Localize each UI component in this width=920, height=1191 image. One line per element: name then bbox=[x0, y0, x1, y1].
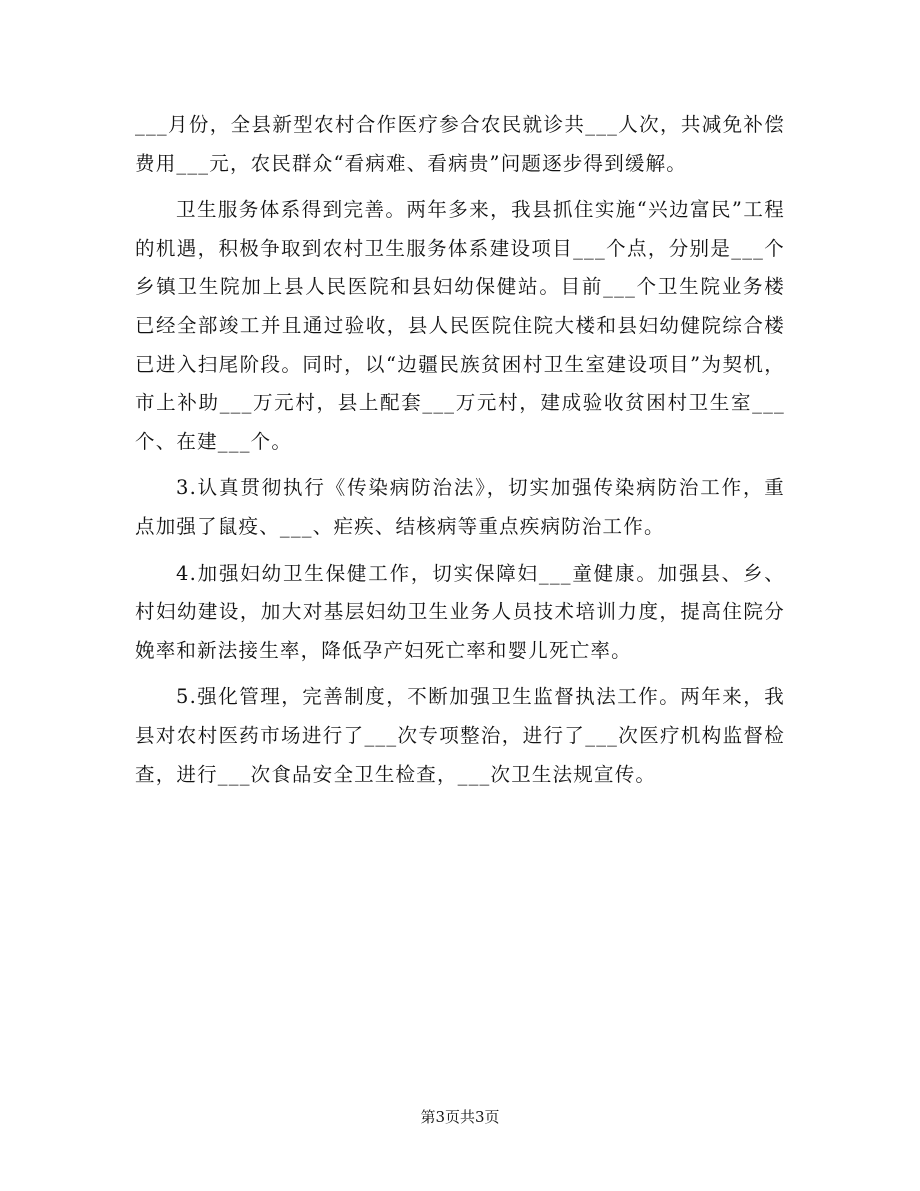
paragraph-3: 3.认真贯彻执行《传染病防治法》，切实加强传染病防治工作，重点加强了鼠疫、___、疟疾、结核病等重点疾病防治工作。 bbox=[135, 476, 785, 538]
document-body bbox=[135, 106, 785, 802]
paragraph-1: ___月份，全县新型农村合作医疗参合农民就诊共___人次，共减免补偿费用___元，农民群众“看病难、看病贵”问题逐步得到缓解。 bbox=[135, 113, 785, 175]
paragraph-2: 卫生服务体系得到完善。两年多来，我县抓住实施“兴边富民”工程的机遇，积极争取到农村卫生服务体系建设项目___个点，分别是___个乡镇卫生院加上县人民医院和县妇幼保健站。目前___个卫生院业务楼已经全部竣工并且通过验收，县人民医院住院大楼和县妇幼健院综合楼已进入扫尾阶段。同时，以“边疆民族贫困村卫生室建设项目”为契机，市上补助___万元村，县上配套___万元村，建成验收贫困村卫生室___个、在建___个。 bbox=[135, 198, 785, 453]
paragraph-5: 5.强化管理，完善制度，不断加强卫生监督执法工作。两年来，我县对农村医药市场进行了___次专项整治，进行了___次医疗机构监督检查，进行___次食品安全卫生检查，___次卫生法规宣传。 bbox=[135, 685, 785, 786]
page-number: 第3页共3页 bbox=[420, 1108, 500, 1126]
paragraph-4: 4.加强妇幼卫生保健工作，切实保障妇___童健康。加强县、乡、村妇幼建设，加大对基层妇幼卫生业务人员技术培训力度，提高住院分娩率和新法接生率，降低孕产妇死亡率和婴儿死亡率。 bbox=[135, 561, 785, 662]
